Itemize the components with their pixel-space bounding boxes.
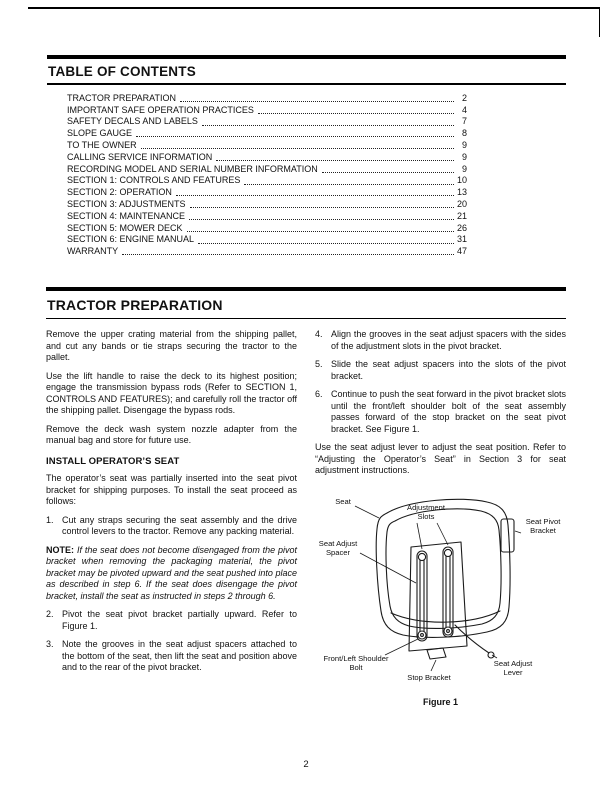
toc-list: [67, 93, 467, 258]
list-item-4: [315, 329, 566, 352]
toc-entry-page: 9: [461, 139, 467, 150]
para-lift-handle: Use the lift handle to raise the deck to its highest position; engage the transmission bypass rods (Refer to SECTION 1, CONTROLS AND FEATURES); and carefully roll the tractor off the shipping pallet. Disengage the bypass rods.: [46, 370, 297, 415]
divider-thin: [46, 318, 566, 319]
toc-entry-label: SECTION 6: ENGINE MANUAL: [67, 234, 195, 245]
toc-leader-dots: [258, 105, 454, 114]
toc-entry-page: 8: [461, 128, 467, 139]
toc-leader-dots: [190, 199, 454, 208]
toc-entry-label: RECORDING MODEL AND SERIAL NUMBER INFORMATION: [67, 163, 318, 174]
left-slot: [420, 557, 424, 635]
toc-entry-label: SECTION 5: MOWER DECK: [67, 222, 183, 233]
toc-entry-page: 10: [456, 175, 467, 186]
list-item-text: Cut any straps securing the seat assembly and the drive control levers to the tractor. Remove any packing material.: [62, 514, 297, 536]
list-item-number: 5.: [315, 359, 323, 369]
page-edge-line: [28, 7, 600, 9]
toc-leader-dots: [322, 164, 454, 173]
toc-entry-label: IMPORTANT SAFE OPERATION PRACTICES: [67, 104, 254, 115]
list-item-number: 4.: [315, 329, 323, 339]
divider-medium: [47, 83, 566, 85]
stop-bracket-shape: [427, 648, 446, 659]
list-item-text: Continue to push the seat forward in the pivot bracket slots until the front/left shoulder bolt of the seat assembly passes forward of the stop bracket on the seat pivot bracket. See Figure 1.: [331, 389, 566, 434]
shoulder-bolt: [418, 631, 426, 639]
toc-leader-dots: [202, 116, 454, 125]
toc-leader-dots: [141, 140, 454, 149]
adjust-lever-knob: [488, 652, 494, 658]
toc-entry: [67, 223, 467, 235]
figure-label-stop-bracket: Stop Bracket: [407, 672, 451, 682]
toc-leader-dots: [244, 175, 454, 184]
list-item-2: [46, 609, 297, 632]
rear-bolt: [444, 627, 452, 635]
toc-entry: [67, 187, 467, 199]
right-column: [315, 329, 566, 708]
figure-label-seat: Seat: [335, 496, 351, 506]
list-item-5: [315, 359, 566, 382]
toc-entry: [67, 234, 467, 246]
list-item-text: Note the grooves in the seat adjust spacers attached to the bottom of the seat, then lift the seat and position above and to the rear of the pivot bracket.: [62, 639, 297, 672]
page-edge-tick: [599, 7, 601, 37]
toc-entry-label: SECTION 1: CONTROLS AND FEATURES: [67, 175, 241, 186]
toc-entry-page: 4: [461, 104, 467, 115]
toc-leader-dots: [216, 152, 454, 161]
toc-entry: [67, 211, 467, 223]
section-title: TRACTOR PREPARATION: [47, 297, 223, 313]
spacer-right: [444, 549, 451, 556]
para-deck-wash: Remove the deck wash system nozzle adapter from the manual bag and store for future use.: [46, 423, 297, 445]
toc-entry: [67, 175, 467, 187]
para-seat-intro: The operator’s seat was partially inserted into the seat pivot bracket for shipping purposes. To install the seat proceed as follows:: [46, 473, 297, 506]
table-of-contents: [47, 55, 566, 258]
toc-entry-page: 9: [461, 151, 467, 162]
figure-caption: Figure 1: [422, 696, 458, 707]
toc-leader-dots: [198, 234, 454, 243]
list-item-text: Pivot the seat pivot bracket partially upward. Refer to Figure 1.: [62, 609, 297, 631]
toc-entry-label: SLOPE GAUGE: [67, 128, 133, 139]
toc-entry-page: 9: [461, 163, 467, 174]
para-seat-adjust: Use the seat adjust lever to adjust the seat position. Refer to “Adjusting the Operator’s Seat” in Section 3 for seat adjustment instructions.: [315, 442, 566, 475]
list-item-3: [46, 639, 297, 674]
toc-title: TABLE OF CONTENTS: [48, 64, 196, 79]
leader-stop-bracket: [431, 660, 436, 671]
list-item-number: 3.: [46, 639, 54, 649]
list-item-1: [46, 515, 297, 538]
toc-entry-label: WARRANTY: [67, 246, 119, 257]
list-item-number: 1.: [46, 514, 54, 525]
toc-entry: [67, 105, 467, 117]
leader-seat-adjust-spacer: [360, 553, 416, 583]
toc-leader-dots: [176, 187, 454, 196]
figure-label-seat-pivot-bracket: Seat Pivot Bracket: [525, 516, 561, 535]
toc-entry: [67, 199, 467, 211]
left-column: [46, 329, 297, 708]
figure-label-front-left-shoulder-bolt: Front/Left Shoulder Bolt: [323, 653, 389, 672]
toc-entry-page: 20: [456, 198, 467, 209]
toc-entry-page: 47: [456, 246, 467, 257]
leader-adjustment-slot-right: [437, 523, 448, 545]
toc-entry-page: 31: [456, 234, 467, 245]
list-item-text: Align the grooves in the seat adjust spacers with the sides of the adjustment slots in the pivot bracket.: [331, 329, 566, 351]
spacer-left: [418, 553, 425, 560]
tractor-preparation-section: [46, 287, 566, 708]
note: [46, 545, 297, 603]
figure-1: [315, 487, 566, 687]
toc-leader-dots: [122, 246, 454, 255]
para-unpack-pallet: Remove the upper crating material from the shipping pallet, and cut any bands or tie straps securing the tractor to the pallet.: [46, 329, 297, 362]
toc-entry-page: 2: [461, 92, 467, 103]
figure-label-adjustment-slots: Adjustment Slots: [407, 502, 445, 521]
toc-entry: [67, 246, 467, 258]
leader-shoulder-bolt: [385, 639, 418, 655]
figure-label-seat-adjust-lever: Seat Adjust Lever: [493, 658, 533, 677]
toc-entry-label: CALLING SERVICE INFORMATION: [67, 151, 213, 162]
figure-label-seat-adjust-spacer: Seat Adjust Spacer: [318, 538, 358, 557]
list-item-text: Slide the seat adjust spacers into the slots of the pivot bracket.: [331, 359, 566, 381]
list-item-6: [315, 389, 566, 435]
page-number: 2: [303, 759, 309, 770]
toc-entry-label: SECTION 3: ADJUSTMENTS: [67, 198, 186, 209]
toc-entry-page: 26: [456, 222, 467, 233]
right-rail: [443, 547, 453, 637]
toc-entry: [67, 164, 467, 176]
toc-entry: [67, 116, 467, 128]
list-item-number: 6.: [315, 389, 323, 399]
note-label: NOTE:: [46, 544, 74, 555]
toc-entry-page: 21: [456, 210, 467, 221]
toc-entry-label: SECTION 4: MAINTENANCE: [67, 210, 186, 221]
toc-entry-page: 13: [456, 187, 467, 198]
list-item-number: 2.: [46, 609, 54, 619]
toc-entry-label: SECTION 2: OPERATION: [67, 187, 172, 198]
toc-leader-dots: [189, 211, 454, 220]
right-slot: [446, 553, 450, 631]
two-column-body: [46, 329, 566, 708]
leader-seat: [355, 506, 379, 518]
subsection-title-install-seat: INSTALL OPERATOR’S SEAT: [46, 455, 180, 467]
toc-entry: [67, 140, 467, 152]
toc-entry-page: 7: [461, 116, 467, 127]
toc-entry-label: TRACTOR PREPARATION: [67, 92, 177, 103]
adjust-lever-arm: [455, 625, 489, 653]
toc-leader-dots: [187, 223, 454, 232]
note-text: If the seat does not become disengaged from the pivot bracket when removing the packaging material, the pivot bracket may be pivoted upward and the seat pushed into place as described in step 6. If the seat does disengage the pivot bracket, install the seat as instructed in steps 2 through 6.: [46, 544, 297, 601]
toc-entry: [67, 93, 467, 105]
toc-entry-label: TO THE OWNER: [67, 139, 137, 150]
toc-entry: [67, 128, 467, 140]
toc-entry-label: SAFETY DECALS AND LABELS: [67, 116, 198, 127]
leader-adjustment-slot-left: [417, 523, 422, 549]
toc-leader-dots: [136, 128, 454, 137]
toc-entry: [67, 152, 467, 164]
toc-leader-dots: [180, 93, 454, 102]
